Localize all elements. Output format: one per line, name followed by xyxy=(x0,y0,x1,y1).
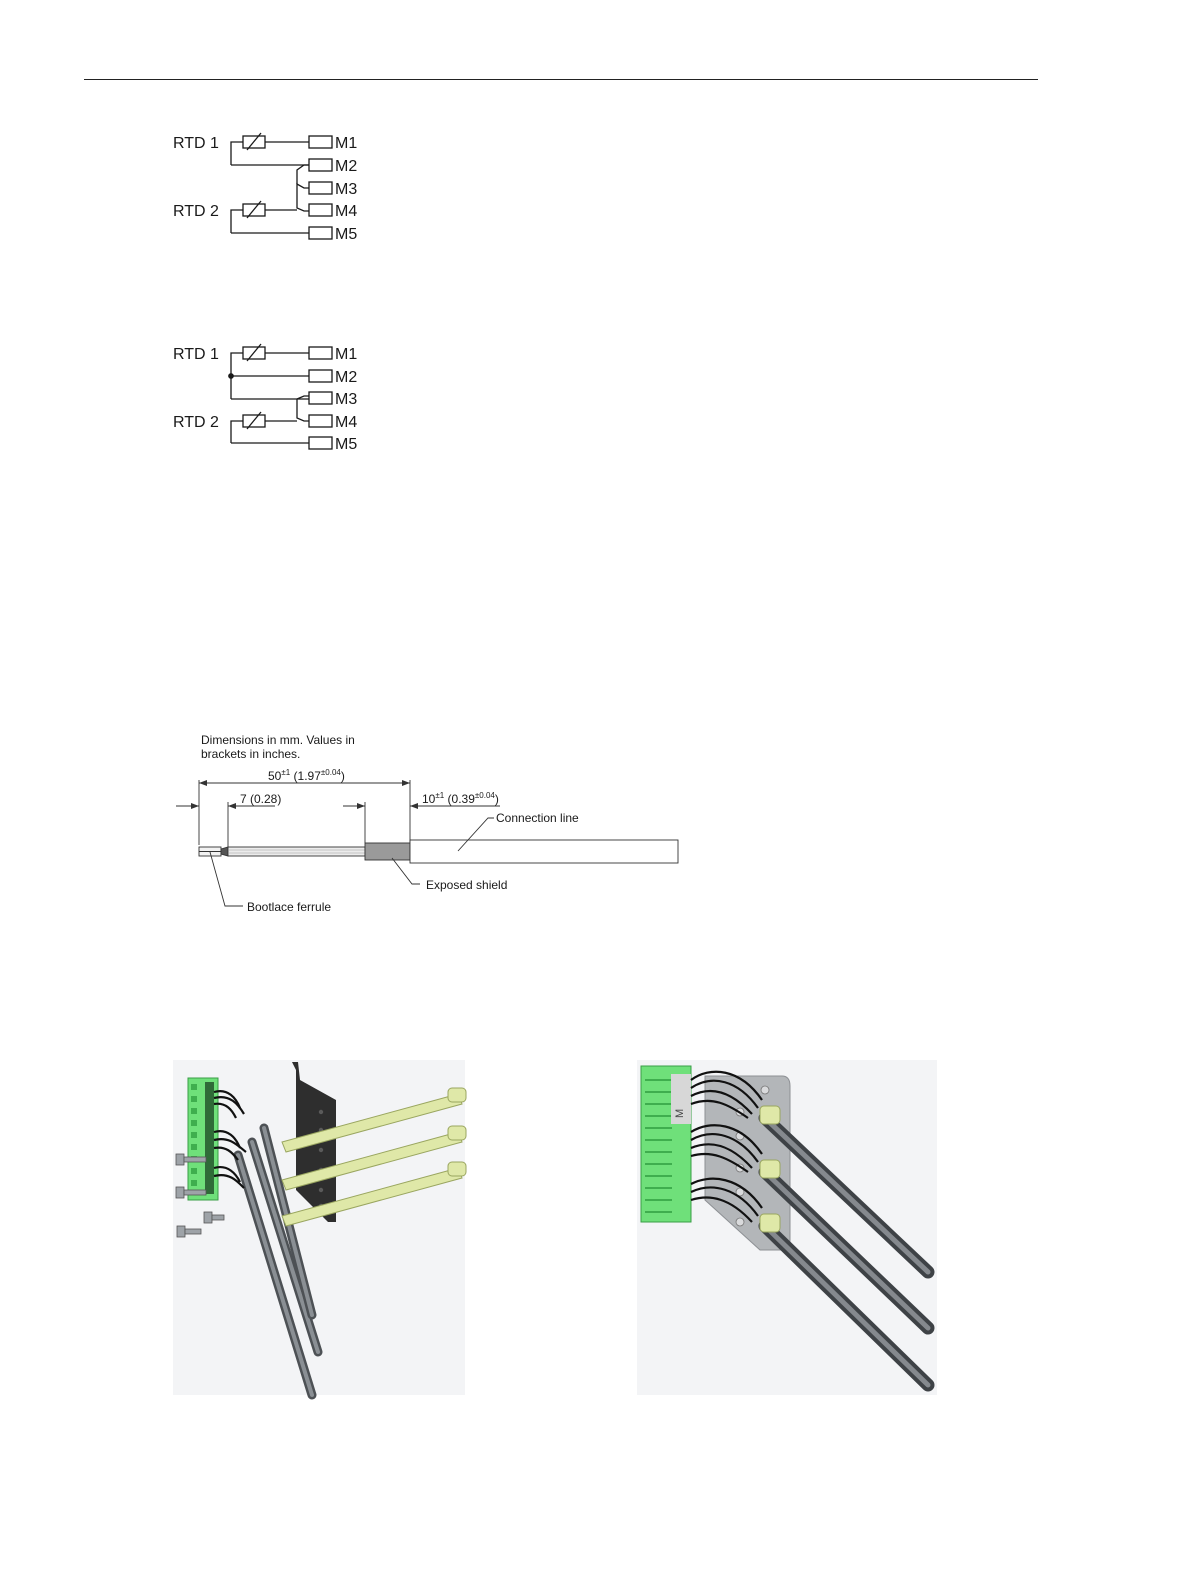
dimension-note-line1: Dimensions in mm. Values in xyxy=(201,733,355,747)
terminal-label: M3 xyxy=(335,391,358,408)
rtd2-label: RTD 2 xyxy=(173,203,219,220)
terminal-label: M1 xyxy=(335,135,358,152)
rtd1-label: RTD 1 xyxy=(173,346,219,363)
rtd1-label: RTD 1 xyxy=(173,135,219,152)
terminal-label: M1 xyxy=(335,346,358,363)
exposed-shield-label: Exposed shield xyxy=(426,878,508,892)
dimension-strip-label: 7 (0.28) xyxy=(240,792,282,806)
terminal-label: M3 xyxy=(335,181,358,198)
terminal-label: M4 xyxy=(335,203,358,220)
dimension-shield-label: $10^{\pm 1}$ $(0.39^{\pm 0.04})$ xyxy=(422,791,499,806)
terminal-label: M4 xyxy=(335,414,358,431)
terminal-label: M5 xyxy=(335,226,358,243)
terminal-block-icon xyxy=(641,1066,691,1222)
rtd2-label: RTD 2 xyxy=(173,414,219,431)
terminal-label: M2 xyxy=(335,369,358,386)
terminal-label: M2 xyxy=(335,158,358,175)
connector-marking: M xyxy=(674,1108,686,1118)
dimension-note-line2: brackets in inches. xyxy=(201,747,301,761)
dimension-total-label: $50^{\pm 1}$ $(1.97^{\pm 0.04})$ xyxy=(268,768,345,783)
terminal-label: M5 xyxy=(335,436,358,453)
bootlace-ferrule-label: Bootlace ferrule xyxy=(247,900,332,914)
connection-line-label: Connection line xyxy=(496,811,579,825)
